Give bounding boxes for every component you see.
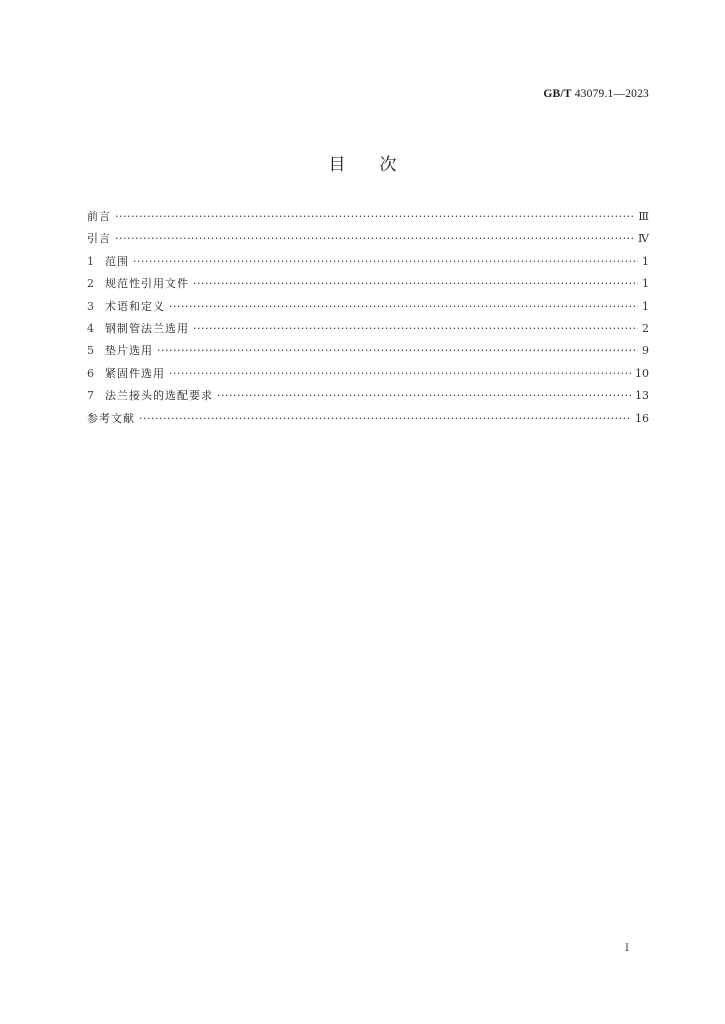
toc-entry-page: 10 [635, 366, 649, 380]
toc-entry-flange-joint-requirements[interactable] [87, 385, 649, 407]
toc-dot-leader [115, 206, 634, 228]
toc-dot-leader [169, 363, 631, 385]
toc-entry-label: 垫片选用 [105, 344, 153, 358]
toc-entry-page: 1 [642, 299, 649, 313]
toc-entry-terms-definitions[interactable] [87, 296, 649, 318]
toc-entry-number: 2 [87, 277, 94, 291]
toc-entry-page: Ⅲ [638, 210, 649, 223]
toc-dot-leader [217, 385, 631, 407]
toc-entry-label: 术语和定义 [105, 299, 165, 313]
toc-dot-leader [157, 340, 638, 362]
toc-entry-label: 参考文献 [87, 411, 135, 425]
toc-dot-leader [193, 318, 638, 340]
toc-entry-number: 6 [87, 366, 94, 380]
toc-entry-page: 9 [642, 344, 649, 358]
toc-entry-label: 法兰接头的选配要求 [105, 389, 213, 403]
toc-entry-fastener-selection[interactable] [87, 363, 649, 385]
toc-entry-page: 16 [635, 411, 649, 425]
table-of-contents [87, 206, 649, 430]
toc-entry-page: Ⅳ [638, 232, 649, 246]
toc-entry-label: 紧固件选用 [105, 366, 165, 380]
toc-entry-number: 7 [87, 389, 94, 403]
toc-dot-leader [133, 251, 638, 273]
toc-entry-label: 范围 [105, 254, 129, 268]
standard-number [543, 88, 649, 100]
toc-entry-page: 13 [635, 389, 649, 403]
standard-code: 43079.1—2023 [574, 88, 649, 100]
page-number: Ⅰ [625, 943, 629, 954]
toc-entry-scope[interactable] [87, 251, 649, 273]
page-title: 目次 [328, 155, 431, 175]
toc-entry-label: 规范性引用文件 [105, 277, 189, 291]
toc-entry-label: 前言 [87, 210, 111, 223]
toc-entry-bibliography[interactable] [87, 408, 649, 430]
toc-entry-gasket-selection[interactable] [87, 340, 649, 362]
toc-entry-number: 5 [87, 344, 94, 358]
toc-entry-introduction[interactable] [87, 228, 649, 250]
standard-prefix: GB/T [543, 88, 572, 100]
toc-entry-page: 1 [642, 254, 649, 268]
toc-dot-leader [115, 228, 634, 250]
toc-entry-steel-flange-selection[interactable] [87, 318, 649, 340]
toc-dot-leader [169, 296, 638, 318]
toc-entry-label: 钢制管法兰选用 [105, 321, 189, 335]
toc-entry-normative-references[interactable] [87, 273, 649, 295]
toc-dot-leader [139, 408, 631, 430]
toc-entry-label: 引言 [87, 232, 111, 246]
toc-entry-number: 3 [87, 299, 94, 313]
toc-entry-page: 2 [642, 321, 649, 335]
toc-dot-leader [193, 273, 638, 295]
toc-entry-number: 4 [87, 321, 94, 335]
toc-entry-foreword[interactable] [87, 206, 649, 228]
toc-entry-number: 1 [87, 254, 94, 268]
toc-entry-page: 1 [642, 277, 649, 291]
